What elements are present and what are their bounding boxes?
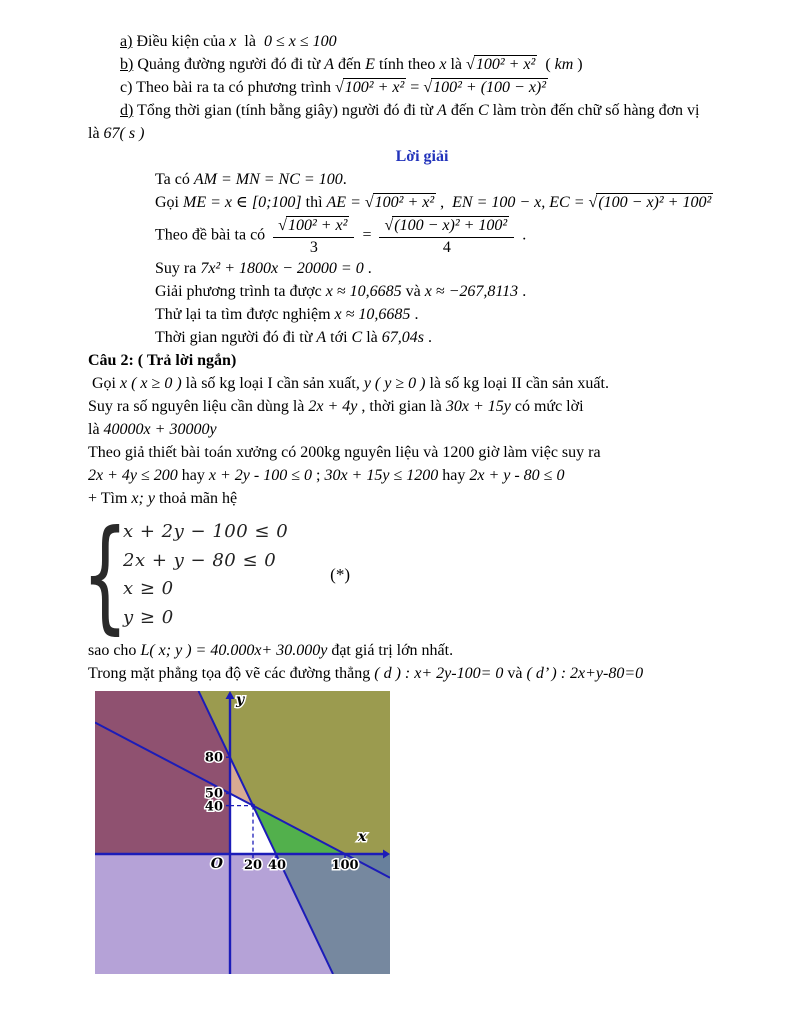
- system-row: x ≥ 0: [123, 578, 174, 600]
- text-run: 2x + y - 80 ≤ 0: [469, 467, 565, 484]
- text-run: tới: [326, 329, 352, 346]
- sol-1: [155, 169, 756, 191]
- x-tick-label-100: 100: [331, 858, 359, 873]
- text-run: EN = 100 − x, EC =: [452, 194, 589, 211]
- text-run: đạt giá trị lớn nhất.: [327, 642, 454, 659]
- y-tick-label-50: 50: [204, 786, 223, 802]
- radicand: 100² + x²: [475, 56, 536, 73]
- cau2-line3: [88, 419, 756, 441]
- text-run: x + 2y - 100 ≤ 0: [208, 467, 312, 484]
- text-run: .: [363, 260, 372, 277]
- text-run: √: [364, 194, 374, 211]
- text-run: Suy ra số nguyên liệu cần dùng là: [88, 398, 309, 415]
- text-run: 4: [442, 239, 451, 256]
- text-run: ( d’ ) : 2x+y-80=0: [526, 665, 644, 682]
- text-run: Theo đề bài ta có: [155, 226, 270, 244]
- radicand: (100 − x)² + 100²: [598, 194, 712, 211]
- text-run: là số kg loại II cần sản xuất.: [425, 375, 609, 392]
- text-run: 0 ≤ x ≤ 100: [263, 33, 337, 50]
- radicand: (100 − x)² + 100²: [394, 217, 508, 234]
- sol-4: [155, 258, 756, 280]
- item-a: [120, 31, 756, 53]
- cau2-line1: [88, 373, 756, 395]
- text-run: x ≈ 10,6685: [325, 283, 402, 300]
- system-rows: [123, 520, 288, 630]
- item-d: [120, 100, 756, 122]
- item-c: [120, 77, 756, 99]
- text-run: a): [120, 33, 133, 50]
- text-run: .: [423, 329, 432, 346]
- text-run: và: [401, 283, 425, 300]
- text-run: x ≈ 10,6685: [334, 306, 411, 323]
- text-run: √: [423, 79, 433, 96]
- text-run: Điều kiện của: [132, 33, 230, 50]
- fraction: [273, 215, 354, 257]
- text-run: √: [588, 194, 598, 211]
- system-row: x + 2y − 100 ≤ 0: [123, 521, 289, 542]
- sol-2: [155, 192, 756, 214]
- text-run: Quảng đường người đó đi từ: [133, 56, 325, 73]
- text-run: ;: [312, 467, 325, 484]
- solution-heading: [88, 146, 756, 168]
- text-run: , thời gian là: [357, 398, 446, 415]
- text-run: 7x² + 1800x − 20000 = 0: [200, 260, 364, 277]
- text-run: c) Theo bài ra ta có phương trình: [120, 79, 335, 96]
- text-run: 40000x + 30000y: [103, 421, 217, 438]
- text-run: là: [446, 56, 467, 73]
- text-run: là: [88, 125, 104, 142]
- text-run: b): [120, 56, 134, 73]
- text-run: có mức lời: [510, 398, 584, 415]
- cau2-line4: [88, 442, 756, 464]
- fraction-numerator: [273, 215, 354, 238]
- text-run: là số kg loại I cần sản xuất,: [181, 375, 364, 392]
- text-run: km: [554, 56, 574, 73]
- cau2-line5: [88, 465, 756, 487]
- radicand: 100² + x²: [344, 79, 405, 96]
- text-run: C: [351, 329, 363, 346]
- text-run: ME = x ∈ [0;100]: [183, 194, 302, 211]
- text-run: đến: [334, 56, 366, 73]
- radicand: 100² + x²: [374, 194, 435, 211]
- fraction: [379, 215, 514, 257]
- sol-7: [155, 327, 756, 349]
- text-run: C: [477, 102, 489, 119]
- item-d-cont: [88, 123, 756, 145]
- text-run: x ≈ −267,8113: [424, 283, 519, 300]
- text-run: Suy ra: [155, 260, 201, 277]
- text-run: Gọi: [88, 375, 120, 392]
- y-tick-label-80: 80: [204, 750, 223, 766]
- text-run: x ( x ≥ 0 ): [120, 375, 182, 392]
- radicand: 100² + x²: [287, 217, 348, 234]
- text-run: ): [573, 56, 583, 73]
- text-run: Câu 2: ( Trả lời ngắn): [88, 352, 237, 369]
- text-run: Gọi: [155, 194, 183, 211]
- sol-6: [155, 304, 756, 326]
- text-run: Thời gian người đó đi từ: [155, 329, 317, 346]
- text-run: (: [537, 56, 555, 73]
- text-run: là: [236, 33, 264, 50]
- cau2-line2: [88, 396, 756, 418]
- x-tick-label-40: 40: [267, 858, 287, 873]
- sol-3: [155, 215, 756, 257]
- text-run: Giải phương trình ta được: [155, 283, 326, 300]
- text-run: .: [342, 171, 347, 188]
- text-run: x; y: [131, 490, 155, 507]
- text-run: .: [518, 226, 527, 244]
- sol-5: [155, 281, 756, 303]
- text-run: =: [406, 79, 424, 96]
- fraction-denominator: [310, 238, 318, 257]
- text-run: L( x; y ) = 40.000x+ 30.000y: [140, 642, 328, 659]
- text-run: 67,04s: [381, 329, 424, 346]
- text-run: A: [437, 102, 447, 119]
- item-b: [120, 54, 756, 76]
- text-run: Ta có: [155, 171, 194, 188]
- text-run: 2x + 4y ≤ 200: [88, 467, 178, 484]
- text-run: ( d ) : x+ 2y-100= 0: [374, 665, 504, 682]
- inequality-system: [81, 504, 756, 646]
- system-star-label: (*): [330, 565, 350, 584]
- cau2-line6: [88, 488, 756, 510]
- text-run: Thử lại ta tìm được nghiệm: [155, 306, 335, 323]
- text-run: d): [120, 102, 134, 119]
- cau2-line8: [88, 663, 756, 685]
- system-brace: {: [81, 504, 129, 646]
- text-run: E: [365, 56, 375, 73]
- system-row: y ≥ 0: [123, 606, 174, 628]
- fraction-denominator: [443, 238, 451, 257]
- text-run: √: [278, 217, 287, 234]
- text-run: là: [362, 329, 382, 346]
- text-run: sao cho: [88, 642, 141, 659]
- text-run: 30x + 15y ≤ 1200: [324, 467, 439, 484]
- text-run: Trong mặt phẳng tọa độ vẽ các đường thẳng: [88, 665, 375, 682]
- text-run: Tổng thời gian (tính bằng giây) người đó đi từ: [133, 102, 438, 119]
- text-run: =: [358, 226, 376, 244]
- text-run: tính theo: [374, 56, 440, 73]
- text-run: thì: [301, 194, 327, 211]
- text-run: 2x + 4y: [308, 398, 358, 415]
- text-run: hay: [177, 467, 209, 484]
- text-run: A: [324, 56, 335, 73]
- text-run: AM = MN = NC = 100: [193, 171, 343, 188]
- graph-svg: [95, 691, 390, 974]
- text-run: 30x + 15y: [445, 398, 511, 415]
- text-run: Lời giải: [395, 148, 449, 165]
- text-run: làm tròn đến chữ số hàng đơn vị: [488, 102, 700, 119]
- text-run: thoả mãn hệ: [154, 490, 238, 507]
- text-run: x: [439, 56, 447, 73]
- radicand: 100² + (100 − x)²: [433, 79, 547, 96]
- text-run: đến: [446, 102, 478, 119]
- text-run: √: [335, 79, 344, 96]
- text-run: √: [466, 56, 475, 73]
- system-row: 2x + y − 80 ≤ 0: [123, 549, 277, 571]
- origin-label: O: [210, 856, 223, 872]
- fraction-numerator: [379, 215, 514, 238]
- x-axis-label: x: [358, 829, 367, 845]
- text-run: ,: [436, 194, 453, 211]
- x-tick-label-20: 20: [243, 858, 263, 873]
- text-run: và: [503, 665, 527, 682]
- text-run: + Tìm: [88, 490, 132, 507]
- y-tick-label-40: 40: [204, 799, 223, 815]
- text-run: 67( s ): [103, 125, 145, 142]
- text-run: .: [518, 283, 527, 300]
- text-run: hay: [438, 467, 470, 484]
- text-run: A: [316, 329, 327, 346]
- text-run: Theo giả thiết bài toán xưởng có 200kg nguyên liệu và 1200 giờ làm việc suy ra: [88, 444, 601, 461]
- text-run: y ( y ≥ 0 ): [363, 375, 426, 392]
- text-run: 3: [309, 239, 318, 256]
- y-axis-label: y: [236, 692, 245, 708]
- doc-body: [81, 31, 756, 685]
- cau2-heading: [88, 350, 756, 372]
- text-run: AE =: [326, 194, 365, 211]
- intersection-point: [251, 804, 255, 808]
- text-run: √: [384, 217, 394, 234]
- cau2-line7: [88, 640, 756, 662]
- text-run: .: [410, 306, 419, 323]
- text-run: x: [229, 33, 237, 50]
- text-run: là: [88, 421, 104, 438]
- coordinate-graph: [95, 691, 390, 974]
